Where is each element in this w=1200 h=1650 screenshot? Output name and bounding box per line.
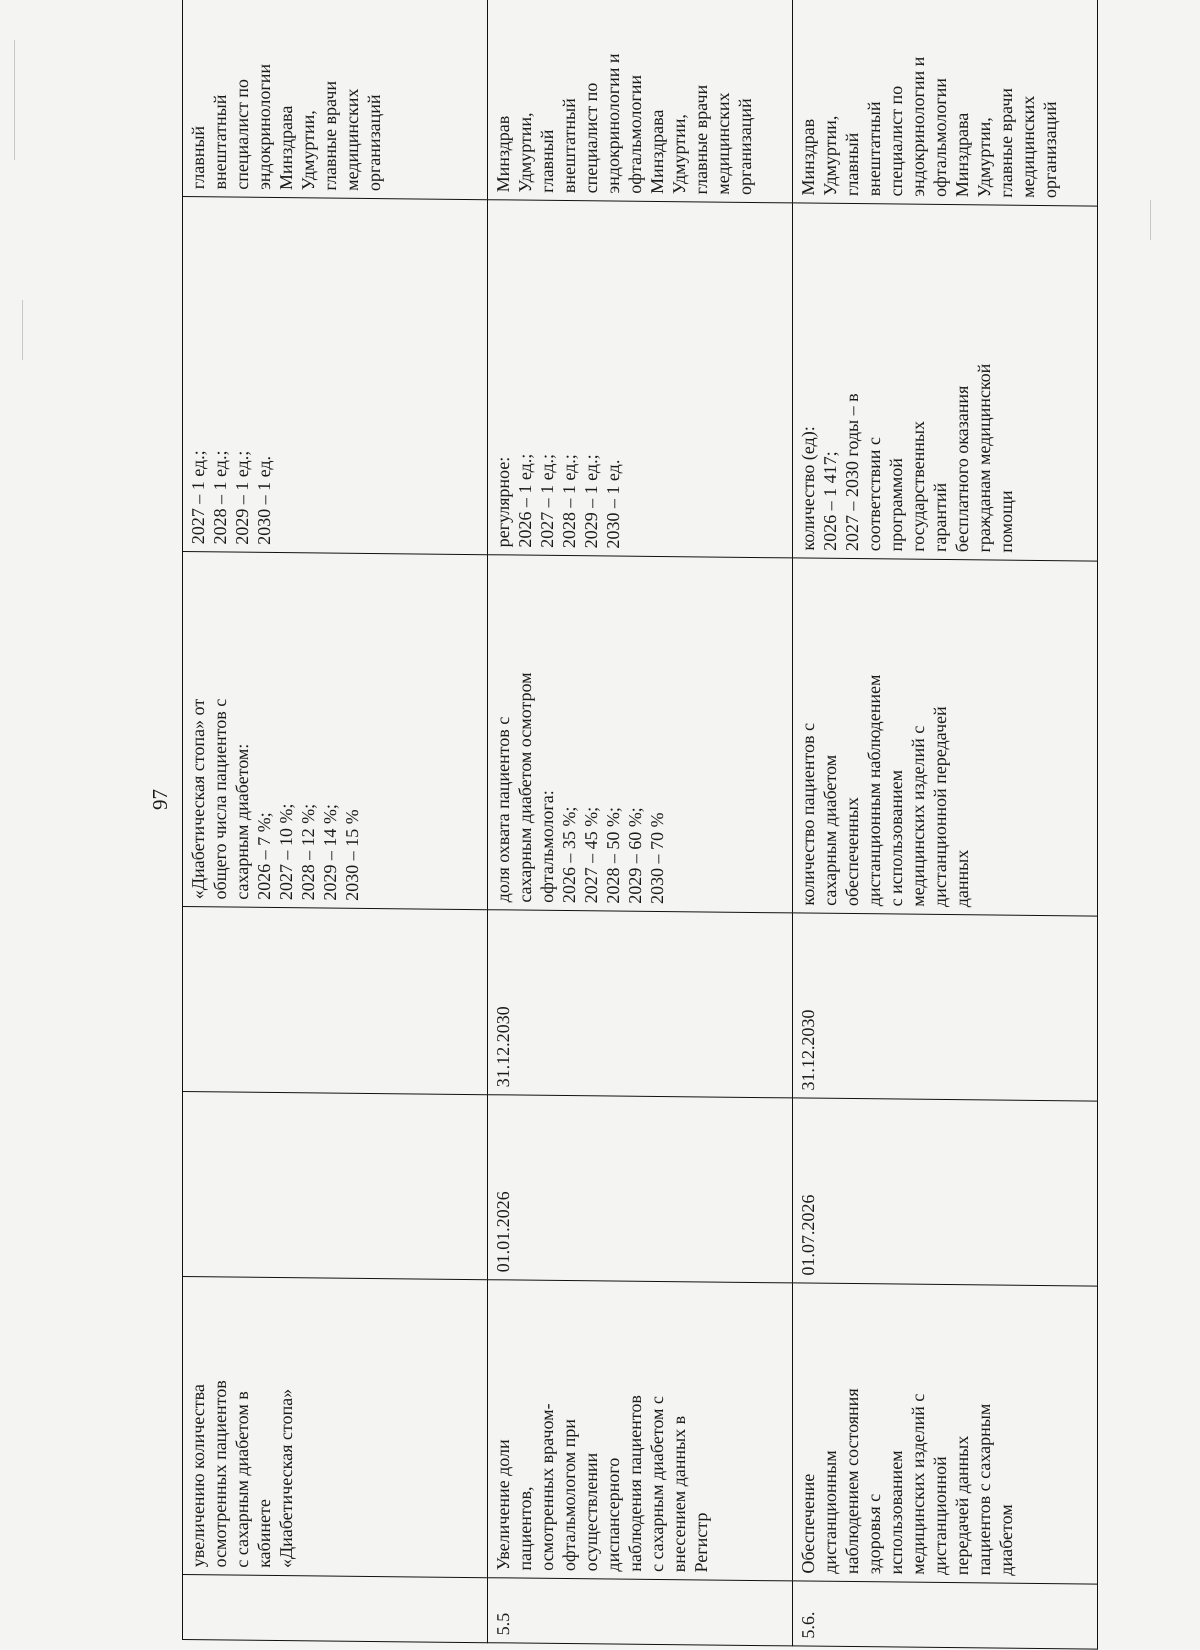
cell-text-line: программой [886, 457, 906, 552]
cell-text-line: «Диабетическая стопа» [276, 1388, 296, 1569]
cell-text-line: осмотренных пациентов [210, 1380, 230, 1568]
cell-text: 31.12.2030 [493, 1006, 513, 1088]
cell-text-line: медицинских изделий с [908, 725, 928, 907]
cell-text-line: Удмуртии, [515, 112, 535, 193]
cell-text-line: внештатный [864, 101, 884, 197]
cell-text-line: 2029 – 60 %; [625, 807, 645, 904]
start-date-cell [488, 1095, 793, 1283]
cell-text: 5.5 [493, 1612, 513, 1636]
measures-table [182, 0, 1098, 1650]
cell-text-line: эндокринологии [254, 63, 274, 190]
cell-text: 01.01.2026 [493, 1191, 513, 1273]
cell-text-line: 2029 – 14 %; [320, 803, 340, 901]
cell-text-line: офтальмологии [625, 74, 645, 194]
values-cell [793, 203, 1098, 561]
cell-text-line: осмотренных врачом- [537, 1403, 557, 1571]
values-cell [488, 200, 793, 558]
cell-text-line: с использованием [886, 769, 906, 907]
cell-text-line: Обеспечение [798, 1473, 818, 1574]
cell-text-line: 2027 – 1 ед.; [188, 450, 208, 545]
page-number: 97 [148, 789, 172, 810]
cell-text-line: 2026 – 7 %; [254, 812, 274, 900]
indicator-cell [183, 552, 488, 910]
cell-text-line: дистанционным [820, 1450, 840, 1574]
cell-text-line: организаций [735, 98, 755, 196]
cell-text-line: с сахарным диабетом в [232, 1391, 252, 1568]
cell-text-line: медицинских [1018, 95, 1038, 198]
cell-text-line: бесплатного оказания [952, 385, 972, 553]
cell-text-line: главный [842, 132, 862, 197]
scan-edge-mark [14, 40, 15, 160]
cell-text-line: главные врачи [996, 87, 1016, 198]
cell-text-line: медицинских [342, 88, 362, 191]
cell-text-line: 2026 – 1 ед.; [515, 453, 535, 548]
end-date-cell [488, 910, 793, 1098]
table-row [488, 0, 793, 1646]
cell-text-line: 2028 – 1 ед.; [559, 454, 579, 549]
scan-edge-mark [1150, 200, 1151, 240]
cell-text-line: гарантий [930, 482, 950, 553]
responsible-cell [793, 0, 1098, 206]
cell-text-line: эндокринологии и [603, 53, 623, 194]
measure-title-cell [488, 1280, 793, 1581]
indicator-cell [488, 555, 793, 913]
row-number-cell [183, 1575, 488, 1643]
start-date-cell [793, 1098, 1098, 1286]
cell-text-line: сахарным диабетом осмотром [515, 672, 535, 903]
cell-text-line: внештатный [559, 98, 579, 194]
cell-text-line: 2030 – 70 % [647, 812, 667, 905]
cell-text-line: увеличению количества [188, 1384, 208, 1568]
cell-text-line: Минздрав [493, 115, 513, 193]
indicator-cell [793, 558, 1098, 916]
cell-text-line: доля охвата пациентов с [493, 716, 513, 903]
end-date-cell [183, 907, 488, 1095]
cell-text-line: 2030 – 15 % [342, 809, 362, 901]
cell-text-line: пациентов с сахарным [974, 1403, 994, 1576]
cell-text-line: Увеличение доли [493, 1439, 513, 1571]
cell-text-line: эндокринологии и [908, 56, 928, 197]
cell-text: 31.12.2030 [798, 1009, 818, 1091]
cell-text-line: внештатный [210, 94, 230, 190]
cell-text-line: Минздрава [952, 112, 972, 198]
document-table-wrapper [182, 0, 1098, 1650]
cell-text-line: специалист по [886, 85, 906, 197]
table-row [793, 0, 1098, 1649]
scan-edge-mark [22, 300, 23, 360]
cell-text-line: количество пациентов с [798, 722, 818, 906]
cell-text-line: 2027 – 45 %; [581, 806, 601, 904]
cell-text-line: соответствии с [864, 436, 884, 552]
cell-text-line: регулярное: [493, 456, 513, 548]
cell-text-line: 2029 – 1 ед.; [232, 450, 252, 545]
cell-text-line: организаций [1040, 101, 1060, 199]
cell-text: 01.07.2026 [798, 1194, 818, 1276]
cell-text-line: дистанционным наблюдением [864, 674, 884, 907]
cell-text-line: передачей данных [952, 1435, 972, 1576]
cell-text-line: специалист по [232, 78, 252, 190]
cell-text-line: главный [188, 125, 208, 190]
cell-text-line: 2026 – 1 417; [820, 451, 840, 551]
cell-text-line: главные врачи [691, 84, 711, 195]
cell-text-line: гражданам медицинской [974, 363, 994, 553]
cell-text: 5.6. [798, 1611, 818, 1639]
cell-text-line: наблюдением состояния [842, 1388, 862, 1575]
cell-text-line: офтальмологии [930, 77, 950, 198]
measure-title-cell [183, 1277, 488, 1578]
table-row [183, 0, 488, 1643]
cell-text-line: Удмуртии, [974, 117, 994, 198]
cell-text-line: 2028 – 12 %; [298, 803, 318, 901]
cell-text-line: Минздрав [798, 118, 818, 196]
cell-text-line: внесением данных в [669, 1415, 689, 1573]
values-cell [183, 197, 488, 555]
cell-text-line: данных [952, 849, 972, 908]
end-date-cell [793, 913, 1098, 1101]
cell-text-line: здоровья с [864, 1493, 884, 1575]
cell-text-line: 2026 – 35 %; [559, 806, 579, 904]
cell-text-line: с сахарным диабетом с [647, 1395, 667, 1573]
row-number-cell [488, 1578, 793, 1646]
cell-text-line: главные врачи [320, 80, 340, 191]
cell-text-line: кабинете [254, 1499, 274, 1568]
cell-text-line: Регистр [691, 1512, 711, 1573]
cell-text-line: Минздрава [276, 105, 296, 191]
cell-text-line: диабетом [996, 1504, 1016, 1576]
cell-text-line: «Диабетическая стопа» от [188, 698, 208, 900]
cell-text-line: Минздрава [647, 109, 667, 195]
cell-text-line: осуществлении [581, 1452, 601, 1572]
cell-text-line: Удмуртии, [820, 115, 840, 196]
cell-text-line: медицинских изделий с [908, 1393, 928, 1575]
cell-text-line: организаций [364, 94, 384, 192]
cell-text-line: 2027 – 1 ед.; [537, 453, 557, 548]
cell-text-line: государственных [908, 420, 928, 552]
cell-text-line: наблюдения пациентов [625, 1394, 645, 1572]
cell-text-line: 2027 – 10 %; [276, 803, 296, 901]
cell-text-line: обеспеченных [842, 796, 862, 907]
cell-text-line: 2028 – 1 ед.; [210, 450, 230, 545]
cell-text-line: специалист по [581, 82, 601, 194]
cell-text-line: дистанционной передачей [930, 706, 950, 908]
cell-text-line: Удмуртии, [669, 113, 689, 195]
row-number-cell [793, 1581, 1098, 1649]
cell-text-line: диспансерного [603, 1457, 623, 1572]
cell-text-line: главный [537, 129, 557, 193]
start-date-cell [183, 1092, 488, 1280]
cell-text-line: количество (ед): [798, 426, 818, 551]
cell-text-line: пациентов, [515, 1486, 535, 1571]
cell-text-line: использованием [886, 1450, 906, 1575]
cell-text-line: сахарным диабетом: [232, 743, 252, 900]
responsible-cell [488, 0, 793, 203]
cell-text-line: офтальмолога: [537, 790, 557, 903]
measure-title-cell [793, 1283, 1098, 1584]
cell-text-line: медицинских [713, 92, 733, 195]
cell-text-line: 2030 – 1 ед. [603, 459, 623, 549]
cell-text-line: дистанционной [930, 1456, 950, 1576]
cell-text-line: помощи [996, 490, 1016, 553]
cell-text-line: 2030 – 1 ед. [254, 455, 274, 545]
cell-text-line: 2027 – 2030 годы – в [842, 393, 862, 552]
cell-text-line: 2028 – 50 %; [603, 806, 623, 904]
responsible-cell [183, 0, 488, 200]
cell-text-line: Удмуртии, [298, 110, 318, 191]
cell-text-line: сахарным диабетом [820, 754, 840, 906]
cell-text-line: офтальмологом при [559, 1418, 579, 1572]
cell-text-line: 2029 – 1 ед.; [581, 454, 601, 549]
cell-text-line: общего числа пациентов с [210, 698, 230, 900]
